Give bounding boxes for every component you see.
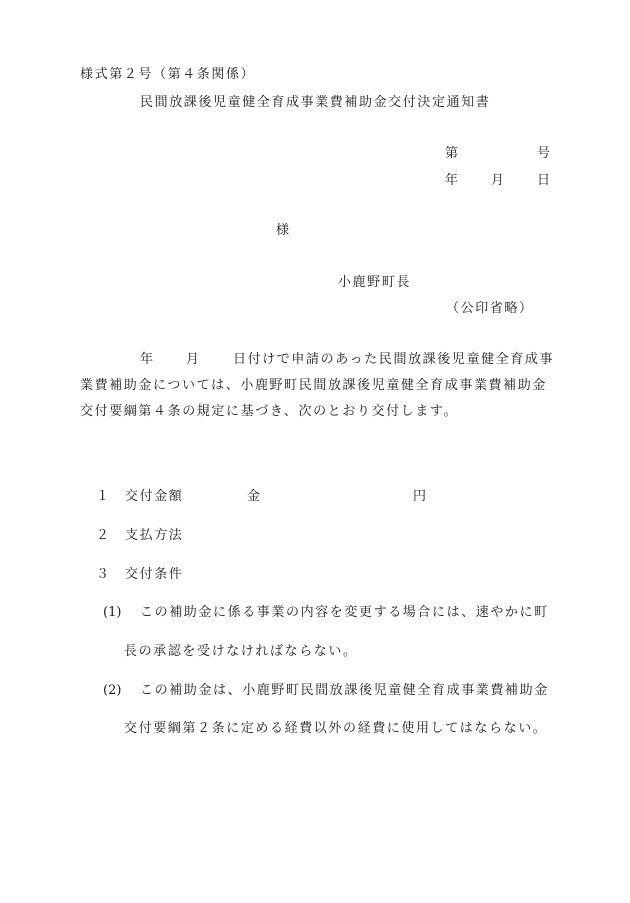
- condition-2-line-1: この補助金は、小鹿野町民間放課後児童健全育成事業費補助金: [140, 683, 549, 698]
- amount-unit: 円: [413, 489, 427, 504]
- document-title: 民間放課後児童健全育成事業費補助金交付決定通知書: [140, 95, 491, 110]
- seal-note: （公印省略）: [446, 301, 534, 316]
- condition-1-line-1: この補助金に係る事業の内容を変更する場合には、速やかに町: [140, 605, 549, 620]
- item-3-label: 交付条件: [125, 567, 184, 582]
- doc-number-prefix: 第: [445, 146, 459, 161]
- body-date-year: 年: [140, 352, 154, 367]
- condition-1-line-2: 長の承認を受けなければならない。: [124, 644, 358, 659]
- amount-prefix: 金: [247, 489, 261, 504]
- body-line-3: 交付要綱第４条の規定に基づき、次のとおり交付します。: [80, 404, 459, 419]
- addressee-suffix: 様: [276, 223, 290, 238]
- form-label: 様式第２号（第４条関係）: [80, 67, 256, 82]
- item-1-label: 交付金額: [125, 489, 184, 504]
- body-line-2: 業費補助金については、小鹿野町民間放課後児童健全育成事業費補助金: [80, 378, 547, 393]
- condition-2-line-2: 交付要綱第２条に定める経費以外の経費に使用してはならない。: [124, 721, 548, 736]
- date-year: 年: [445, 173, 459, 188]
- item-3-number: ３: [96, 567, 110, 582]
- body-line-1: 日付けで申請のあった民間放課後児童健全育成事: [233, 352, 555, 367]
- item-2-label: 支払方法: [125, 528, 184, 543]
- date-day: 日: [537, 173, 551, 188]
- date-month: 月: [491, 173, 505, 188]
- doc-number-suffix: 号: [537, 146, 551, 161]
- body-date-month: 月: [186, 352, 200, 367]
- condition-2-number: (2): [103, 683, 122, 698]
- item-1-number: １: [96, 489, 110, 504]
- condition-1-number: (1): [103, 605, 122, 620]
- item-2-number: ２: [96, 528, 110, 543]
- sender: 小鹿野町長: [338, 275, 412, 290]
